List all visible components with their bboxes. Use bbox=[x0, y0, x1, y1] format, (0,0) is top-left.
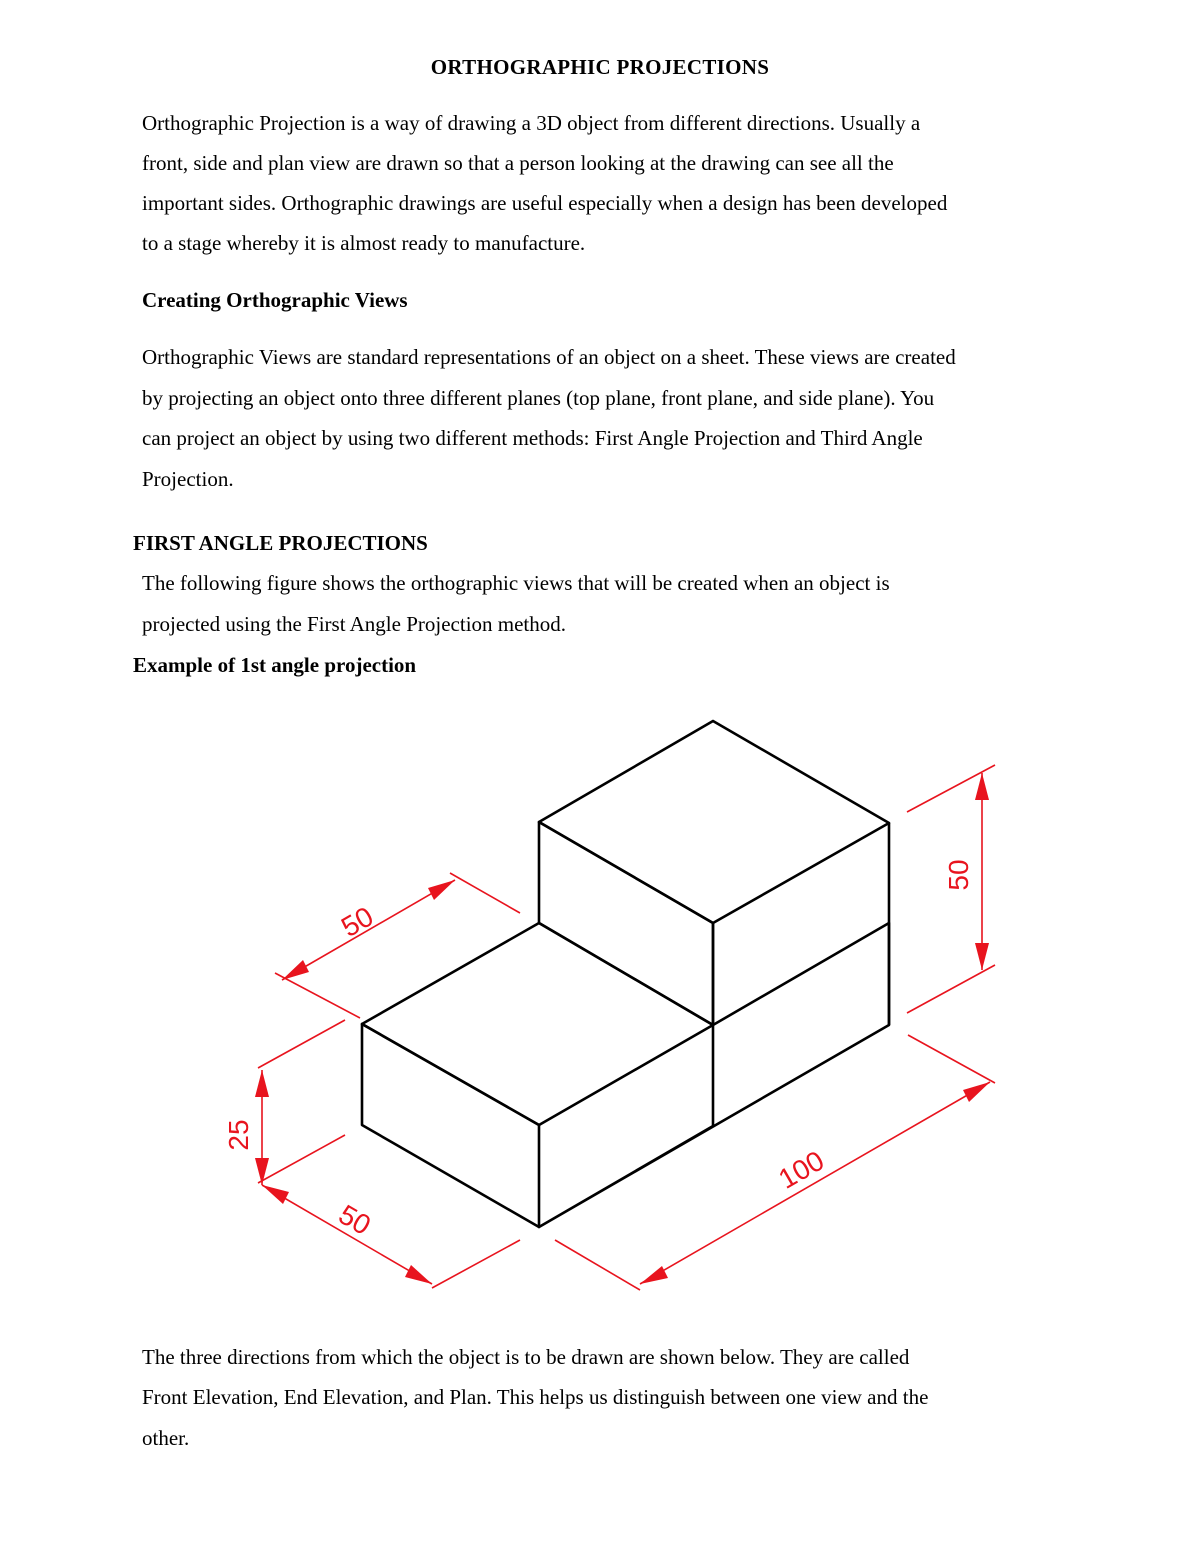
dim-label-top-depth: 50 bbox=[336, 900, 379, 943]
ext-line bbox=[432, 1240, 520, 1288]
ext-line bbox=[555, 1240, 640, 1290]
ext-line bbox=[908, 1035, 995, 1083]
arrowhead bbox=[405, 1265, 432, 1284]
views-line: Projection. bbox=[142, 467, 234, 491]
dimension-labels bbox=[223, 859, 974, 1241]
upper-top-face bbox=[539, 721, 889, 923]
dim-label-upper-height: 50 bbox=[943, 859, 974, 891]
closing-line: Front Elevation, End Elevation, and Plan. This helps us distinguish between one view and the bbox=[142, 1385, 929, 1409]
lower-top-face bbox=[362, 923, 713, 1125]
dim-line-length bbox=[640, 1082, 990, 1284]
arrowhead bbox=[975, 943, 989, 970]
views-line: can project an object by using two different methods: First Angle Projection and Third Angle bbox=[142, 426, 923, 450]
dim-label-lower-height: 25 bbox=[223, 1119, 254, 1151]
closing-line: The three directions from which the object is to be drawn are shown below. They are called bbox=[142, 1345, 910, 1369]
arrowhead bbox=[640, 1266, 668, 1284]
ext-line bbox=[450, 873, 520, 913]
ext-line bbox=[258, 1135, 345, 1183]
lower-front-face bbox=[362, 1024, 539, 1227]
intro-line: front, side and plan view are drawn so that a person looking at the drawing can see all the bbox=[142, 151, 894, 175]
dim-label-length: 100 bbox=[773, 1144, 830, 1195]
ext-line bbox=[258, 1020, 345, 1068]
dim-label-bottom-width: 50 bbox=[333, 1198, 376, 1241]
closing-line: other. bbox=[142, 1426, 190, 1450]
upper-front-face bbox=[539, 822, 713, 1025]
arrowhead bbox=[262, 1185, 289, 1204]
intro-line: Orthographic Projection is a way of drawing a 3D object from different directions. Usually a bbox=[142, 111, 921, 135]
ext-line bbox=[907, 965, 995, 1013]
intro-line: important sides. Orthographic drawings are useful especially when a design has been developed bbox=[142, 191, 948, 215]
first-angle-line: projected using the First Angle Projection method. bbox=[142, 612, 567, 636]
section-heading-first-angle: FIRST ANGLE PROJECTIONS bbox=[133, 531, 428, 555]
page-title: ORTHOGRAPHIC PROJECTIONS bbox=[430, 55, 770, 79]
first-angle-line: The following figure shows the orthographic views that will be created when an object is bbox=[142, 571, 890, 595]
arrowhead bbox=[428, 880, 455, 900]
arrowhead bbox=[282, 960, 309, 980]
arrowhead bbox=[963, 1082, 990, 1102]
ext-line bbox=[275, 973, 360, 1018]
example-heading: Example of 1st angle projection bbox=[133, 653, 417, 677]
section-heading-views: Creating Orthographic Views bbox=[142, 288, 408, 312]
arrowhead bbox=[255, 1158, 269, 1185]
arrowhead bbox=[975, 773, 989, 800]
arrowhead bbox=[255, 1070, 269, 1097]
intro-line: to a stage whereby it is almost ready to manufacture. bbox=[142, 231, 586, 255]
views-line: Orthographic Views are standard representations of an object on a sheet. These views are created bbox=[142, 345, 956, 369]
views-line: by projecting an object onto three different planes (top plane, front plane, and side plane). You bbox=[142, 386, 935, 410]
dim-line-bottom-width bbox=[262, 1185, 432, 1284]
